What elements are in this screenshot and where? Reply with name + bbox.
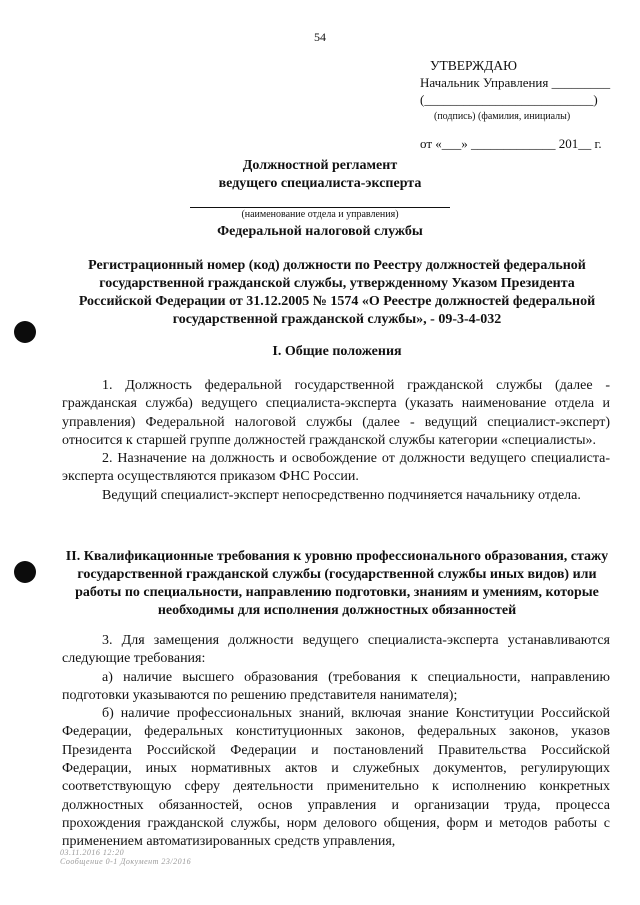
- punch-hole: [14, 321, 36, 343]
- page-number: 54: [314, 30, 326, 44]
- punch-hole: [14, 561, 36, 583]
- section-1-body: [62, 377, 610, 505]
- paragraph: б) наличие профессиональных знаний, включая знание Конституции Российской Федерации, федеральных конституционных законов, федеральных законов, указов Президента Российской Федерации и постановлений Правительства Российской Федерации, иных нормативных актов и служебных документов, регулирующих соответствующую сферу деятельности применительно к исполнению конкретных должностных обязанностей, основ управления и организации труда, процесса прохождения гражданской службы, норм делового общения, форм и методов работы с применением автоматизированных средств управления,: [62, 706, 610, 850]
- paragraph: 1. Должность федеральной государственной гражданской службы (далее - гражданская служба) ведущего специалиста-эксперта (указать наименование отдела и управления) Федеральной налоговой службы (далее - ведущий специалист-эксперт) относится к старшей группе должностей гражданской службы категории «специалисты».: [62, 378, 610, 448]
- section-2-body: [62, 632, 610, 852]
- approval-date: от «___» _____________ 201__ г.: [420, 136, 602, 151]
- scan-stamp: Сообщение 0-1 Документ 23/2016: [60, 857, 192, 866]
- title-line-2: ведущего специалиста-эксперта: [218, 176, 422, 191]
- paragraph: Ведущий специалист-эксперт непосредственно подчиняется начальнику отдела.: [102, 487, 581, 503]
- approval-signature-line: (__________________________): [420, 92, 598, 107]
- registration-number: Регистрационный номер (код) должности по Реестру должностей федеральной государственной гражданской службы, утвержденному Указом Президента Российской Федерации от 31.12.2005 № 1574 «О Реестре должностей федеральной государственной гражданской службы», - 09-3-4-032: [78, 258, 596, 327]
- approval-signature-note: (подпись) (фамилия, инициалы): [434, 111, 571, 122]
- section-1-heading: I. Общие положения: [272, 344, 402, 359]
- paragraph: 2. Назначение на должность и освобождение от должности ведущего специалиста-эксперта осуществляются приказом ФНС России.: [62, 451, 610, 485]
- approval-position: Начальник Управления _________: [420, 75, 611, 90]
- department-note: (наименование отдела и управления): [241, 209, 399, 220]
- scan-stamp: 03.11.2016 12:20: [60, 848, 125, 857]
- approval-heading: УТВЕРЖДАЮ: [430, 58, 518, 73]
- title-line-1: Должностной регламент: [242, 158, 398, 173]
- paragraph: а) наличие высшего образования (требования к специальности, направлению подготовки указываются по решению представителя нанимателя);: [62, 669, 610, 703]
- section-2-heading: II. Квалификационные требования к уровню профессионального образования, стажу государственной гражданской службы (государственной службы иных видов) или работы по специальности, направлению подготовки, знаниям и умениям, которые необходимы для исполнения должностных обязанностей: [65, 549, 609, 618]
- paragraph: 3. Для замещения должности ведущего специалиста-эксперта устанавливаются следующие требования:: [62, 633, 610, 667]
- approval-block: [420, 57, 620, 152]
- service-name: Федеральной налоговой службы: [217, 224, 423, 239]
- document-title: [0, 157, 640, 241]
